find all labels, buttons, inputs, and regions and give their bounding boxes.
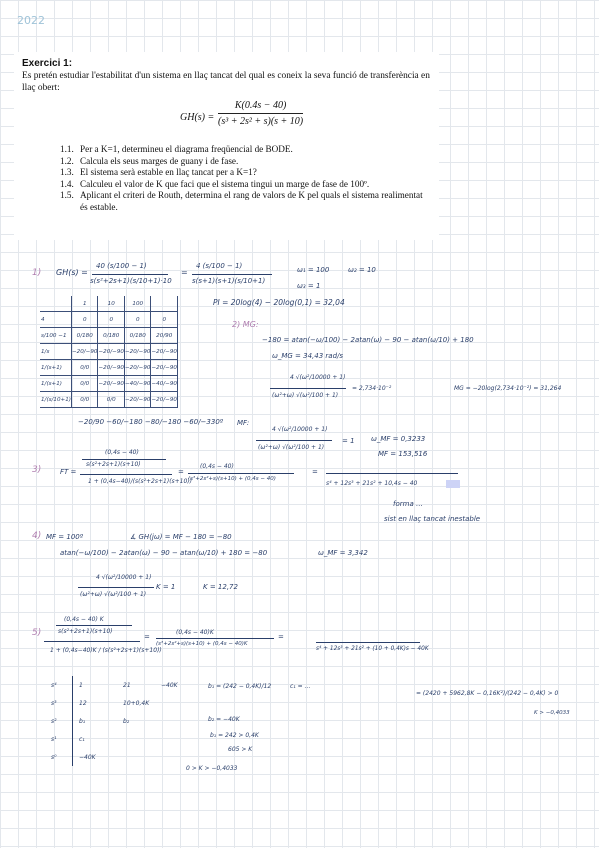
table-row: s⁰ −40K [50, 748, 192, 766]
q2-mf-value: MF = 153,516 [378, 450, 428, 458]
q1-label: 1) [32, 268, 42, 278]
fraction-bar [82, 459, 166, 460]
fraction-bar [256, 440, 332, 441]
q2-pi: PI = 20log(4) − 20log(0,1) = 32,04 [213, 298, 345, 307]
table-row: s⁴ 1 21 −40K [50, 676, 192, 694]
q5-char-equation: s⁴ + 12s³ + 21s² + (10 + 0,4K)s − 40K [316, 646, 429, 652]
q5-c1: c₁ = … [290, 683, 311, 690]
table-row: s³ 12 10+0,4K [50, 694, 192, 712]
q1-gh-den: s(s²+2s+1)(s/10+1)·10 [90, 277, 172, 285]
table-row: s¹ c₁ [50, 730, 192, 748]
formula-numerator: K(0.4s − 40) [234, 100, 287, 111]
fraction-bar [44, 641, 140, 642]
fraction-bar [80, 474, 172, 475]
q5-b1: b₁ = (242 − 0,4K)/12 [208, 683, 272, 690]
q2-mg-value: MG = −20log(2,734·10⁻²) = 31,264 [454, 385, 562, 392]
q5-k-right: K > −0,4033 [534, 710, 570, 716]
fraction-bar [188, 473, 294, 474]
q5-bound2: 605 > K [228, 746, 253, 753]
formula-fraction [218, 100, 303, 127]
routh-table [50, 676, 192, 766]
q3-ft-result: (0,4s − 40) [200, 463, 234, 470]
q1-gh-lhs: GH(s) = [56, 268, 88, 277]
table-row: 1/s −20/−90 −20/−90 −20/−90 −20/−90 [40, 344, 177, 360]
transfer-function-formula [22, 98, 431, 144]
q5-range: 0 > K > −0,4033 [186, 765, 238, 772]
q4-label: 4) [32, 531, 42, 541]
q5-tf: (0,4s − 40)K [176, 629, 214, 636]
q5-tf-den: (s³+2s²+s)(s+10) + (0,4s − 40)K [156, 641, 248, 647]
table-row: 1/(s+1) 0/0 −20/−90 −40/−90 −40/−90 [40, 376, 177, 392]
q1-gh-den2: s(s+1)(s+1)(s/10+1) [192, 277, 266, 285]
fraction-bar [326, 473, 458, 474]
table-row: 1/(s+1) 0/0 −20/−90 −20/−90 −20/−90 [40, 360, 177, 376]
q3-label: 3) [32, 465, 42, 475]
q3-ft-lhs: FT = [60, 468, 77, 476]
q5-b2: b₂ = −40K [208, 716, 240, 723]
q1-gh-num: 40 (s/100 − 1) [96, 262, 147, 270]
q1-gh-num2: 4 (s/100 − 1) [196, 262, 243, 270]
bode-footer: −20/90 −60/−180 −80/−180 −60/−330º [78, 418, 224, 426]
q3-ft-result-den: (s³+2s²+s)(s+10) + (0,4s − 40) [188, 476, 276, 482]
q4-k-value: K = 12,72 [203, 583, 238, 591]
q5-label: 5) [32, 628, 42, 638]
question-item: 1.5. Aplicant el criteri de Routh, determina el rang de valors de K pel quals el sistema realimentat és estable. [60, 190, 423, 212]
q4-equation: atan(−ω/100) − 2atan(ω) − 90 − atan(ω/10) + 180 = −80 [60, 549, 268, 557]
q1-omega2: ω₂ = 10 [348, 266, 376, 274]
q5-bound1: b₁ = 242 > 0,4K [210, 732, 259, 739]
q4-k-equation: K = 1 [156, 583, 176, 591]
highlight-mark [446, 480, 460, 488]
table-row: 1 10 100 [40, 296, 177, 312]
formula-lhs: GH(s) = [180, 112, 215, 123]
fraction-bar [78, 587, 154, 588]
q4-mf: MF = 100º [46, 533, 84, 541]
question-item: 1.4. Calculeu el valor de K que faci que el sistema tingui un marge de fase de 100º. [60, 178, 370, 189]
q4-omega-mf: ω_MF = 3,342 [318, 549, 368, 557]
question-item: 1.1. Per a K=1, determineu el diagrama freqüencial de BODE. [60, 144, 293, 154]
fraction-bar [316, 642, 420, 643]
fraction-bar [56, 625, 132, 626]
table-row: s² b₁ b₂ [50, 712, 192, 730]
q3-ft-num: (0,4s − 40) [105, 449, 139, 456]
question-item: 1.3. El sistema serà estable en llaç tancat per a K=1? [60, 167, 257, 177]
fraction-bar [192, 274, 272, 275]
fraction-bar [92, 274, 168, 275]
fraction-bar [156, 638, 274, 639]
bode-table [40, 296, 178, 408]
fraction-bar [218, 113, 303, 114]
q2-mg-equation: −180 = atan(−ω/100) − 2atan(ω) − 90 − atan(ω/10) + 180 [262, 336, 474, 344]
q2-mf-label: MF: [237, 419, 250, 427]
exercise-title: Exercici 1: [22, 58, 73, 69]
fraction-bar [270, 388, 346, 389]
q2-mf-equation: = 1 [342, 437, 355, 445]
table-row: 4 0 0 0 0 [40, 312, 177, 328]
year-label: 2022 [17, 14, 45, 27]
q1-omega1: ω₁ = 100 [297, 266, 330, 274]
q2-omega-mg: ω_MG = 34,43 rad/s [272, 352, 344, 360]
q3-unstable-note: sist en llaç tancat inestable [384, 515, 481, 523]
q1-omega3: ω₃ = 1 [297, 282, 321, 290]
q4-angle: ∡ GH(jω) = MF − 180 = −80 [130, 533, 232, 541]
q3-ft-den: s(s²+2s+1)(s+10) [86, 461, 141, 468]
q2-mg-gain: = 2,734·10⁻² [352, 385, 392, 392]
exercise-intro: Es pretén estudiar l'estabilitat d'un sistema en llaç tancat del qual es coneix la seva funció de transferència en llaç obert: [22, 71, 430, 93]
table-row: s/100 −1 0/180 0/180 0/180 20/90 [40, 328, 177, 344]
table-row: 1/(s/10+1) 0/0 0/0 −20/−90 −20/−90 [40, 392, 177, 408]
q5-c1-result: = (2420 + 5962,8K − 0,16K²)/(242 − 0,4K) > 0 [416, 690, 559, 697]
question-item: 1.2. Calcula els seus marges de guany i de fase. [60, 155, 239, 166]
formula-denominator: (s³ + 2s² + s)(s + 10) [218, 116, 304, 127]
q2-omega-mf: ω_MF = 0,3233 [371, 435, 426, 443]
q3-conclusion: forma … [393, 500, 423, 508]
q2-label: 2) MG: [232, 320, 259, 329]
q3-ft-final: s⁴ + 12s³ + 21s² + 10,4s − 40 [326, 480, 418, 487]
exercise-statement [14, 52, 439, 240]
